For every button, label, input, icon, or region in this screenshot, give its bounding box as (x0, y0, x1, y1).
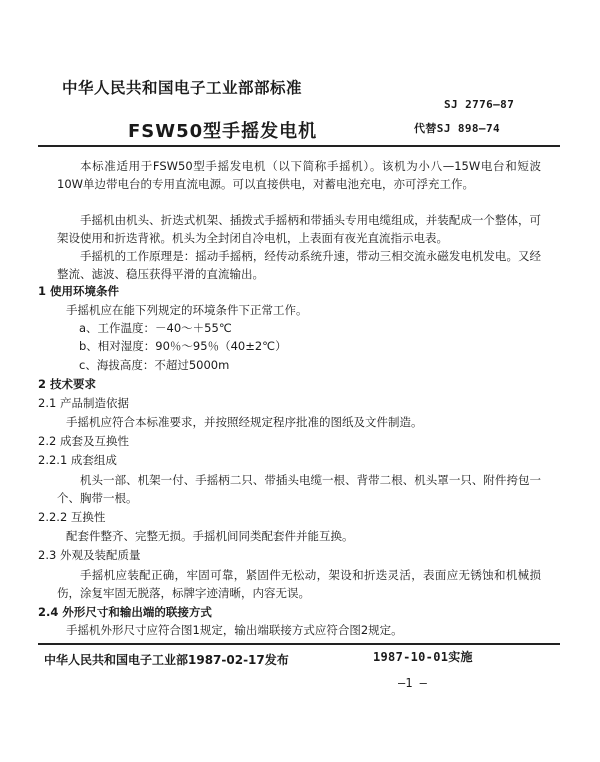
section-2-3-text: 手摇机应装配正确，牢固可靠，紧固件无松动，架设和折迭灵活，表面应无锈蚀和机械损伤，涂复牢固无脱落，标牌字迹清晰，内容无误。 (57, 568, 541, 600)
header-rule (38, 145, 560, 147)
section-1-lead: 手摇机应在能下列规定的环境条件下正常工作。 (66, 303, 308, 317)
section-2-2-heading: 2.2 成套及互换性 (38, 434, 129, 448)
condition-item-a: a、工作温度：－40～＋55℃ (79, 321, 232, 335)
section-2-4-heading: 2.4 外形尺寸和输出端的联接方式 (38, 605, 212, 619)
section-2-2-2-heading: 2.2.2 互换性 (38, 510, 106, 524)
ministry-title: 中华人民共和国电子工业部部标准 (62, 79, 303, 97)
document-title: FSW50型手摇发电机 (128, 121, 318, 142)
section-2-1-text: 手摇机应符合本标准要求，并按照经规定程序批准的图纸及文件制造。 (66, 415, 423, 429)
section-2-4-text: 手摇机外形尺寸应符合图1规定，输出端联接方式应符合图2规定。 (66, 623, 403, 637)
replaces-standard: 代替SJ 898—74 (414, 122, 501, 135)
section-1-heading: 1 使用环境条件 (38, 284, 120, 298)
standard-number: SJ 2776—87 (444, 98, 515, 111)
intro-paragraph-3: 手摇机的工作原理是：摇动手摇柄，经传动系统升速，带动三相交流永磁发电机发电。又经整流、滤波、稳压获得平滑的直流输出。 (57, 249, 541, 281)
section-2-heading: 2 技术要求 (38, 377, 97, 391)
condition-item-b: b、相对湿度：90％～95％（40±2℃） (79, 339, 287, 353)
effective-date: 1987-10-01实施 (373, 650, 473, 664)
footer-rule (38, 643, 560, 645)
section-2-2-1-text: 机头一部、机架一付、手摇柄二只、带插头电缆一根、背带二根、机头罩一只、附件挎包一个、胸带一根。 (57, 473, 541, 505)
page-number: —1 — (398, 676, 427, 690)
section-2-2-1-heading: 2.2.1 成套组成 (38, 453, 117, 467)
condition-item-c: c、海拔高度：不超过5000m (79, 358, 230, 372)
section-2-3-heading: 2.3 外观及装配质量 (38, 548, 141, 562)
intro-paragraph-2: 手摇机由机头、折迭式机架、插拨式手摇柄和带插头专用电缆组成，并装配成一个整体，可架设使用和折迭背袱。机头为全封闭自冷电机，上表面有夜光直流指示电表。 (57, 213, 541, 245)
section-2-1-heading: 2.1 产品制造依据 (38, 396, 129, 410)
intro-paragraph-1: 本标准适用于FSW50型手摇发电机（以下简称手摇机）。该机为小八—15W电台和短波10W单边带电台的专用直流电源。可以直接供电，对蓄电池充电，亦可浮充工作。 (57, 159, 541, 191)
issue-date: 中华人民共和国电子工业部1987-02-17发布 (44, 653, 289, 667)
section-2-2-2-text: 配套件整齐、完整无损。手摇机间同类配套件并能互换。 (66, 529, 354, 543)
